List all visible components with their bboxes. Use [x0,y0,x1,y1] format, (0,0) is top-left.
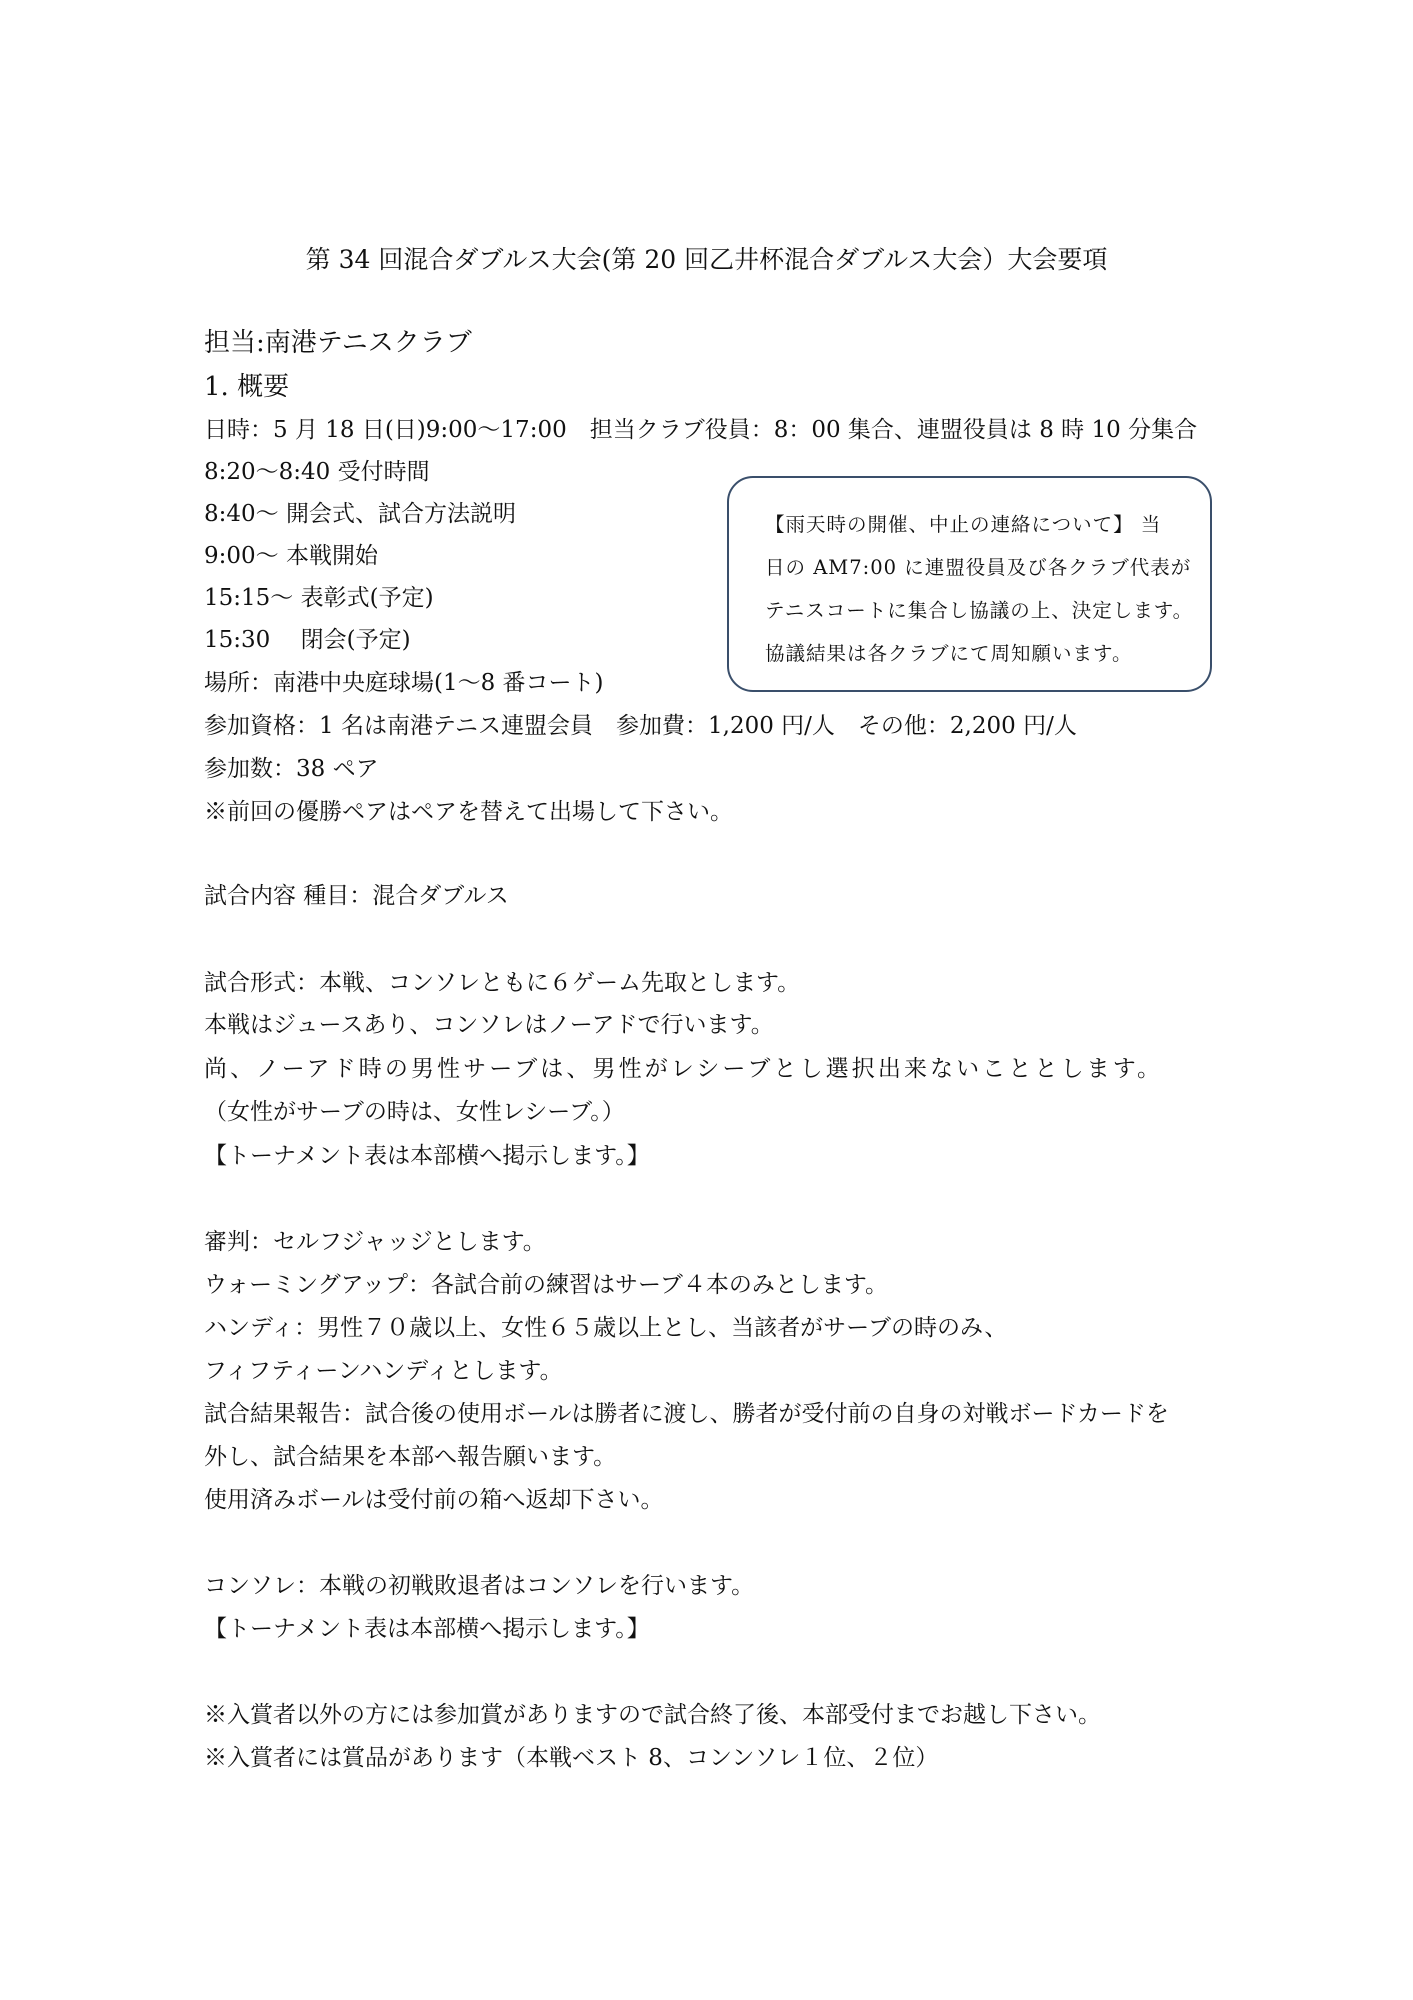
rule-handicap: ハンディ：男性７０歳以上、女性６５歳以上とし、当該者がサーブの時のみ、 [204,1315,1008,1341]
rule-balls: 使用済みボールは受付前の箱へ返却下さい。 [204,1487,664,1513]
winner-prize-note: ※入賞者には賞品があります（本戦ベスト 8、コンンソレ１位、２位） [204,1745,939,1771]
winner-note: ※前回の優勝ペアはペアを替えて出場して下さい。 [204,799,733,825]
consolation-bracket-note: 【トーナメント表は本部横へ掲示します。】 [204,1616,650,1642]
venue: 場所：南港中央庭球場(1～8 番コート) [204,670,604,696]
rule-referee: 審判：セルフジャッジとします。 [204,1229,546,1255]
match-format-line: 尚、ノーアド時の男性サーブは、男性がレシーブとし選択出来ないこととします。 [204,1056,1164,1082]
rain-notice-line: テニスコートに集合し協議の上、決定します。 [765,599,1194,622]
rain-notice-line: 【雨天時の開催、中止の連絡について】 当 [765,513,1162,536]
participation-prize-note: ※入賞者以外の方には参加賞がありますので試合終了後、本部受付までお越し下さい。 [204,1702,1101,1728]
match-format-line: （女性がサーブの時は、女性レシーブ。） [204,1099,625,1125]
rule-result-report: 試合結果報告：試合後の使用ボールは勝者に渡し、勝者が受付前の自身の対戦ボードカードを [204,1401,1169,1427]
match-format-line: 本戦はジュースあり、コンソレはノーアドで行います。 [204,1012,774,1038]
qualification-fee: 参加資格：1 名は南港テニス連盟会員 参加費：1,200 円/人 その他：2,200 円/人 [204,713,1077,739]
rain-notice-line: 日の AM7:00 に連盟役員及び各クラブ代表が [765,556,1192,579]
schedule-award: 15:15～ 表彰式(予定) [204,585,434,611]
rain-notice-box [727,476,1212,692]
rain-notice-line: 協議結果は各クラブにて周知願います。 [765,642,1133,665]
section-heading-overview: 1. 概要 [204,372,290,402]
rule-handicap-cont: フィフティーンハンディとします。 [204,1358,563,1384]
rule-warmup: ウォーミングアップ：各試合前の練習はサーブ４本のみとします。 [204,1272,889,1298]
consolation-note: コンソレ：本戦の初戦敗退者はコンソレを行います。 [204,1573,755,1599]
schedule-reception: 8:20～8:40 受付時間 [204,459,430,485]
rule-result-report-cont: 外し、試合結果を本部へ報告願います。 [204,1444,617,1470]
participant-count: 参加数：38 ペア [204,756,379,782]
tournament-bracket-note: 【トーナメント表は本部横へ掲示します。】 [204,1143,650,1169]
schedule-closing: 15:30 閉会(予定) [204,627,411,653]
schedule-datetime: 日時：5 月 18 日(日)9:00～17:00 担当クラブ役員：8：00 集合、連盟役員は 8 時 10 分集合 [204,417,1198,443]
schedule-main-start: 9:00～ 本戦開始 [204,543,378,569]
schedule-opening: 8:40～ 開会式、試合方法説明 [204,501,516,527]
organizer: 担当:南港テニスクラブ [204,328,472,358]
document-title: 第 34 回混合ダブルス大会(第 20 回乙井杯混合ダブルス大会）大会要項 [305,245,1108,274]
match-format-line: 試合形式：本戦、コンソレともに６ゲーム先取とします。 [204,970,801,996]
event-type: 試合内容 種目：混合ダブルス [204,883,509,909]
